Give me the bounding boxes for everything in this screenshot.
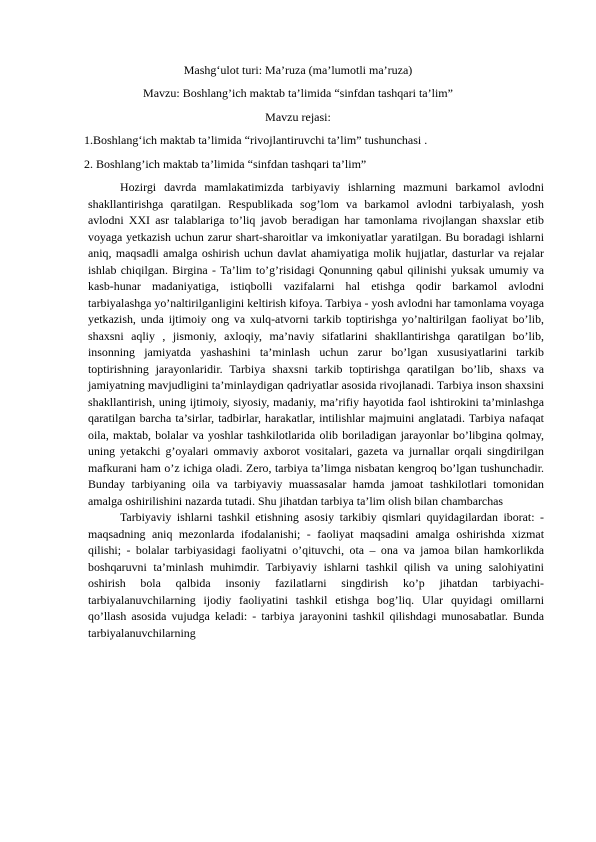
body-paragraph-1: Hozirgi davrda mamlakatimizda tarbiyaviy ishlarning mazmuni barkamol avlodni shakllantirishga qaratilgan. Respublikada sog’lom va barkamol avlodni tarbiyalash, yosh avlodni XXI asr talablariga to’liq javob beradigan har tamonlama rivojlangan shaxslar etib voyaga yetkazish uchun zarur shart-sharoitlar va imkoniyatlar yaratilgan. Bu boradagi ishlarni aniq, maqsadli amalga oshirish uchun davlat ahamiyatiga molik hujjatlar, dasturlar va rejalar ishlab chiqilgan. Birgina - Ta’lim to’g’risidagi Qonunning qabul qilinishi yuksak umumiy va kasb-hunar madaniyatiga, istiqbolli vazifalarni hal etishga qodir barkamol avlodni tarbiyalashga yo’naltirilganligini keltirish kifoya. Tarbiya - yosh avlodni har tamonlama voyaga yetkazish, unda ijtimoiy ong va xulq-atvorni tarkib toptirishga yo’naltirilgan faoliyat bo’lib, shaxsni aqliy , jismoniy, axloqiy, ma’naviy sifatlarini shakllantirishga qaratilgan bo’lib, insonning jamiyatda yashashini ta’minlash uchun zarur bo’lgan xususiyatlarini tarkib toptirishning jarayonlaridir. Tarbiya shaxsni tarkib toptirishga qaratilgan bo’lib, shaxs va jamiyatning mavjudligini ta’minlaydigan qadriyatlar asosida rivojlanadi. Tarbiya inson shaxsini shakllantirish, uning ijtimoiy, siyosiy, madaniy, ma’rifiy hayotida faol ishtirokini ta’minlashga qaratilgan barcha ta’sirlar, tadbirlar, harakatlar, intilishlar majmuini anglatadi. Tarbiya nafaqat oila, maktab, bolalar va yoshlar tashkilotlarida olib boriladigan jarayonlar bo’libgina qolmay, uning yetakchi g’oyalari ommaviy axborot vositalari, gazeta va jurnallar orqali singdirilgan mafkurani ham o’z ichiga oladi. Zero, tarbiya ta’limga nisbatan kengroq bo’lgan tushunchadir. Bunday tarbiyaning oila va tarbiyaviy muassasalar hamda jamoat tashkilotlari tomonidan amalga oshirilishini nazarda tutadi. Shu jihatdan tarbiya ta’lim olish bilan chambarchas	[88, 180, 544, 508]
topic-line: Mavzu: Boshlang’ich maktab ta’limida “sinfdan tashqari ta’lim”	[143, 86, 453, 100]
plan-item-1: 1.Boshlang‘ich maktab ta’limida “rivojlantiruvchi ta’lim” tushunchasi .	[84, 133, 428, 147]
plan-item-2: 2. Boshlang’ich maktab ta’limida “sinfdan tashqari ta’lim”	[84, 157, 367, 171]
body-text	[88, 179, 544, 641]
lesson-type-line: Mashg‘ulot turi: Ma’ruza (ma’lumotli ma’ruza)	[183, 63, 413, 77]
body-paragraph-2: Tarbiyaviy ishlarni tashkil etishning asosiy tarkibiy qismlari quyidagilardan iborat: - maqsadning aniq mezonlarda ifodalanishi; - faoliyat maqsadini amalga oshirishda xizmat qilishi; - bolalar tarbiyasidagi faoliyatni o’qituvchi, ota – ona va jamoa bilan hamkorlikda boshqaruvni ta’minlash muhimdir. Tarbiyaviy ishlarni tashkil qilish va uning salohiyatini oshirish bola qalbida insoniy fazilatlarni singdirish ko’p jihatdan tarbiyachi-tarbiyalanuvchilarning ijodiy faoliyatini tashkil etishga bog’liq. Ular quyidagi omillarni qo’llash asosida vujudga keladi: - tarbiya jarayonini tashkil qilishdagi munosabatlar. Bunda tarbiyalanuvchilarning	[88, 510, 544, 640]
plan-title: Mavzu rejasi:	[265, 110, 331, 124]
